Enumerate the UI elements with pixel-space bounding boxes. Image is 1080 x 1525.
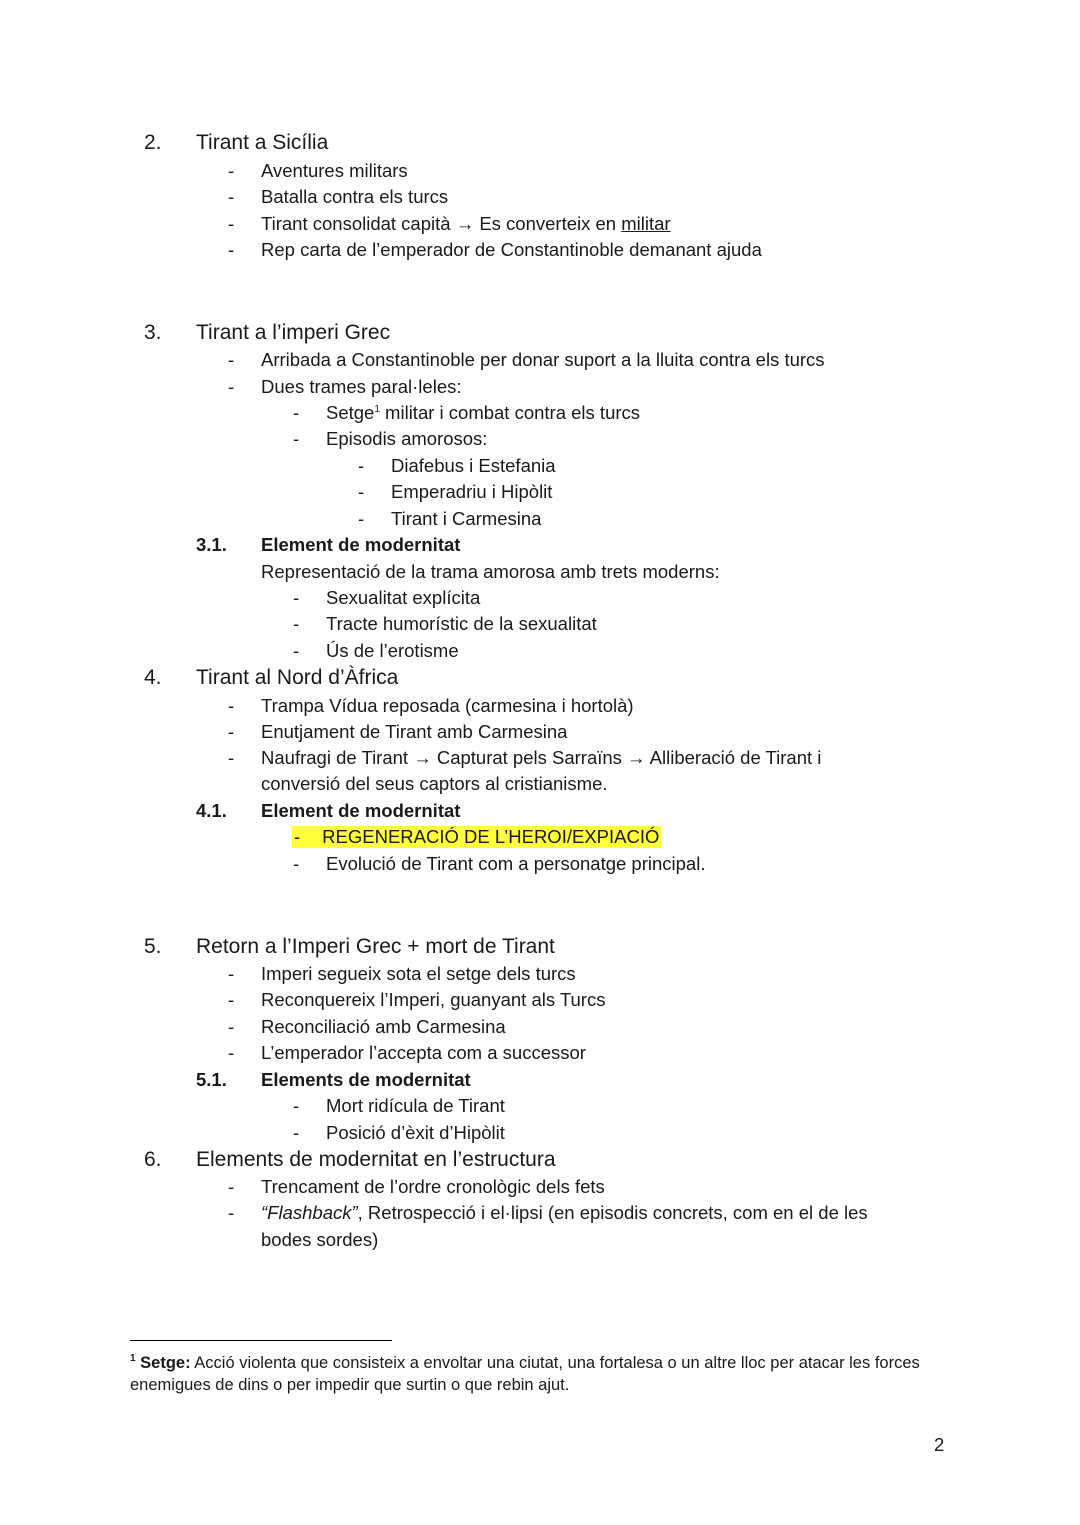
footnote-text: Acció violenta que consisteix a envoltar una ciutat, una fortalesa o un altre lloc per atacar les forces enemigues de dins o per impedir que surtin o que rebin ajut. [130,1354,920,1394]
bullet-item: Enutjament de Tirant amb Carmesina [261,721,568,742]
bullet-item: Tirant consolidat capità → Es converteix en militar [261,213,671,234]
bullet-dash: - [293,613,300,634]
sub-sub-bullet-item: Diafebus i Estefania [391,455,556,476]
bullet-dash: - [293,1122,300,1143]
bullet-dash: - [228,213,235,234]
bullet-dash: - [228,963,235,984]
bullet-item: Naufragi de Tirant → Capturat pels Sarraïns → Alliberació de Tirant i [261,747,822,768]
bullet-dash: - [228,989,235,1010]
bullet-item-continuation: conversió del seus captors al cristianisme. [261,773,608,794]
bullet-item: Aventures militars [261,160,408,181]
section-title: Tirant a Sicília [196,131,329,154]
bullet-dash: - [293,402,300,423]
bullet-item: Trencament de l’ordre cronològic dels fets [261,1176,605,1197]
bullet-dash: - [293,1095,300,1116]
bullet-item: Arribada a Constantinoble per donar suport a la lluita contra els turcs [261,349,825,370]
subsection-number: 4.1. [196,800,227,821]
bullet-item: Reconciliació amb Carmesina [261,1016,506,1037]
section-title: Tirant a l’imperi Grec [196,321,391,344]
footnote-ref[interactable]: 1 [374,404,380,415]
bullet-dash: - [228,1042,235,1063]
section-title: Elements de modernitat en l’estructura [196,1148,556,1171]
bullet-dash: - [293,587,300,608]
footnote-marker: 1 [130,1353,136,1364]
bullet-dash: - [228,349,235,370]
sub-bullet-item: Tracte humorístic de la sexualitat [326,613,597,634]
bullet-dash: - [228,376,235,397]
bullet-dash: - [293,640,300,661]
bullet-item: Rep carta de l’emperador de Constantinoble demanant ajuda [261,239,762,260]
section-number: 2. [144,131,162,154]
bullet-dash: - [358,455,365,476]
section-title: Tirant al Nord d’Àfrica [196,666,399,689]
sub-bullet-item: Ús de l’erotisme [326,640,459,661]
footnote-separator [130,1340,392,1341]
bullet-dash: - [228,721,235,742]
subsection-number: 5.1. [196,1069,227,1090]
underlined-word: militar [621,213,671,234]
section-number: 3. [144,321,162,344]
subsection-number: 3.1. [196,534,227,555]
subsection-title: Elements de modernitat [261,1069,471,1090]
sub-sub-bullet-item: Emperadriu i Hipòlit [391,481,553,502]
bullet-dash: - [228,186,235,207]
bullet-dash: - [228,747,235,768]
bullet-dash: - [358,508,365,529]
footnote-term: Setge: [140,1354,191,1372]
section-number: 4. [144,666,162,689]
page-number: 2 [934,1434,945,1455]
bullet-dash: - [228,239,235,260]
sub-bullet-item: Setge$^1$ militar i combat contra els turcs [326,402,641,423]
bullet-dash: - [293,853,300,874]
sub-bullet-item: Episodis amorosos: [326,428,488,449]
sub-sub-bullet-item: Tirant i Carmesina [391,508,542,529]
bullet-dash: - [358,481,365,502]
section-title: Retorn a l’Imperi Grec + mort de Tirant [196,935,555,958]
subsection-intro: Representació de la trama amorosa amb trets moderns: [261,561,720,582]
bullet-dash: - [293,428,300,449]
bullet-dash: - [228,695,235,716]
bullet-dash: - [228,1016,235,1037]
section-number: 6. [144,1148,162,1171]
bullet-dash: - [228,1176,235,1197]
highlighted-bullet: - REGENERACIÓ DE L’HEROI/EXPIACIÓ [294,826,660,847]
bullet-item-continuation: bodes sordes) [261,1229,379,1250]
section-number: 5. [144,935,162,958]
bullet-item: “Flashback”, Retrospecció i el·lipsi (en episodis concrets, com en el de les [261,1202,868,1223]
bullet-item: Trampa Vídua reposada (carmesina i hortolà) [261,695,634,716]
subsection-title: Element de modernitat [261,800,461,821]
bullet-item: Imperi segueix sota el setge dels turcs [261,963,576,984]
bullet-dash: - [228,160,235,181]
bullet-item: L’emperador l’accepta com a successor [261,1042,586,1063]
sub-bullet-item: Posició d’èxit d’Hipòlit [326,1122,505,1143]
sub-bullet-item: Sexualitat explícita [326,587,481,608]
sub-bullet-item: Mort ridícula de Tirant [326,1095,505,1116]
bullet-dash: - [228,1202,235,1223]
bullet-item: Batalla contra els turcs [261,186,449,207]
bullet-item: Reconquereix l’Imperi, guanyant als Turcs [261,989,606,1010]
sub-bullet-item: Evolució de Tirant com a personatge principal. [326,853,706,874]
bullet-item: Dues trames paral·leles: [261,376,462,397]
subsection-title: Element de modernitat [261,534,461,555]
footnote [130,1352,960,1396]
